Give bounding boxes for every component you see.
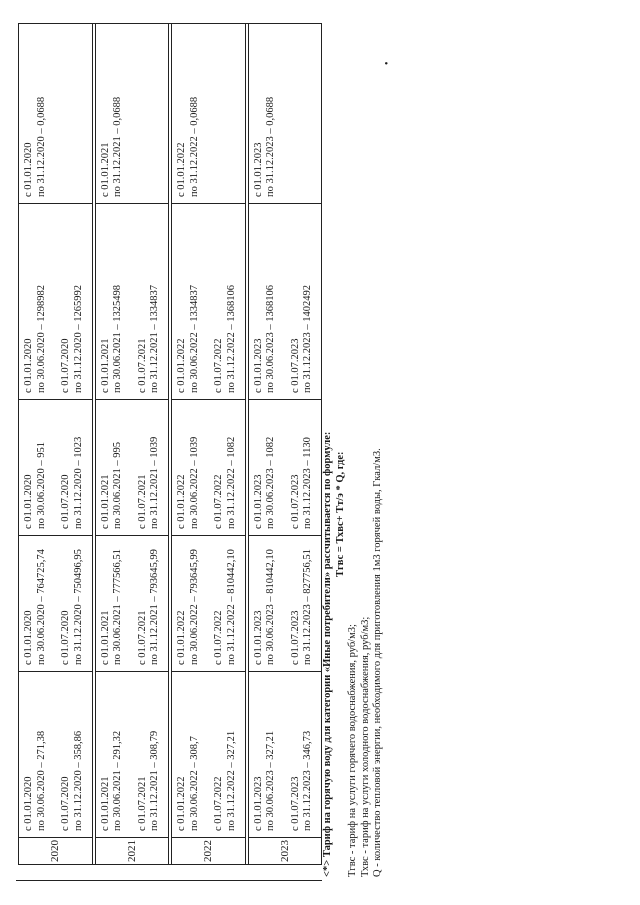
heat-norm-cell — [96, 24, 169, 203]
footnotes — [322, 37, 385, 877]
period-value: с 01.07.2020 по 31.12.2020 – 750496,95 — [60, 549, 84, 665]
period-value: с 01.07.2020 по 31.12.2020 – 1265992 — [60, 285, 84, 393]
year-cell: 2020 — [19, 837, 92, 864]
heat-norm-cell — [249, 24, 322, 203]
hot-water-tariff-cell — [19, 671, 92, 837]
value-cell — [19, 203, 92, 399]
period-value: с 01.01.2021 по 30.06.2021 – 995 — [99, 442, 123, 529]
period-value: с 01.07.2020 по 31.12.2020 – 1023 — [60, 436, 84, 529]
hot-water-tariff-cell — [172, 671, 245, 837]
table-row — [249, 24, 323, 864]
table-row — [19, 24, 93, 864]
definition-line: Q - количество тепловой энергии, необходимого для приготовления 1м3 горячей воды, Гкал/м3. — [372, 448, 383, 877]
table-row — [96, 24, 170, 864]
value-cell — [249, 535, 322, 671]
value-cell — [96, 203, 169, 399]
year-cell: 2023 — [249, 837, 322, 864]
period-value: с 01.07.2020 по 31.12.2020 – 358,86 — [60, 730, 84, 831]
period-value: с 01.07.2022 по 31.12.2022 – 1368106 — [213, 285, 237, 393]
value-cell — [19, 399, 92, 535]
value-cell — [172, 203, 245, 399]
definition-line: Тгвс - тариф на услуги горячего водоснабжения, руб/м3; — [347, 624, 358, 877]
period-value: с 01.07.2023 по 31.12.2023 – 1402492 — [289, 285, 313, 393]
period-value: с 01.07.2022 по 31.12.2022 – 810442,10 — [213, 549, 237, 665]
hot-water-tariff-cell — [96, 671, 169, 837]
period-value: с 01.01.2020 по 30.06.2020 – 764725,74 — [23, 549, 47, 665]
value-cell — [249, 203, 322, 399]
period-value: с 01.07.2021 по 31.12.2021 – 1334837 — [136, 285, 160, 393]
period-value: с 01.01.2023 по 31.12.2023 – 0,0688 — [252, 96, 276, 197]
period-value: с 01.01.2021 по 30.06.2021 – 1325498 — [99, 285, 123, 393]
period-value: с 01.01.2021 по 30.06.2021 – 777566,51 — [99, 549, 123, 665]
period-value: с 01.01.2021 по 31.12.2021 – 0,0688 — [99, 96, 123, 197]
footnote-text: <*> Тариф на горячую воду для категории «Иные потребители» рассчитывается по формуле: — [322, 431, 333, 877]
period-value: с 01.07.2021 по 31.12.2021 – 793645,99 — [136, 549, 160, 665]
period-value: с 01.01.2023 по 30.06.2023 – 1082 — [252, 436, 276, 529]
period-value: с 01.07.2023 по 31.12.2023 – 346,73 — [289, 730, 313, 831]
period-value: с 01.01.2022 по 30.06.2022 – 1039 — [176, 436, 200, 529]
year-cell: 2021 — [96, 837, 169, 864]
hot-water-tariff-cell — [249, 671, 322, 837]
heat-norm-cell — [19, 24, 92, 203]
page-margin-line — [16, 880, 322, 881]
period-value: с 01.01.2020 по 31.12.2020 – 0,0688 — [23, 96, 47, 197]
value-cell — [96, 399, 169, 535]
table-row — [172, 24, 246, 864]
period-value: с 01.01.2020 по 30.06.2020 – 951 — [23, 442, 47, 529]
scan-mark: • — [382, 61, 393, 65]
value-cell — [249, 399, 322, 535]
period-value: с 01.07.2022 по 31.12.2022 – 1082 — [213, 436, 237, 529]
period-value: с 01.01.2023 по 30.06.2023 – 810442,10 — [252, 549, 276, 665]
period-value: с 01.01.2022 по 31.12.2022 – 0,0688 — [176, 96, 200, 197]
period-value: с 01.07.2022 по 31.12.2022 – 327,21 — [213, 730, 237, 831]
period-value: с 01.01.2023 по 30.06.2023 – 327,21 — [252, 730, 276, 831]
formula-text: Тгвс = Тхвс+ Тт/э * Q, где: — [334, 451, 346, 577]
period-value: с 01.01.2023 по 30.06.2023 – 1368106 — [252, 285, 276, 393]
value-cell — [172, 535, 245, 671]
tariff-table — [18, 23, 322, 865]
period-value: с 01.01.2021 по 30.06.2021 – 291,32 — [99, 730, 123, 831]
period-value: с 01.01.2020 по 30.06.2020 – 271,38 — [23, 730, 47, 831]
period-value: с 01.01.2020 по 30.06.2020 – 1298982 — [23, 285, 47, 393]
value-cell — [96, 535, 169, 671]
definition-line: Тхвс - тариф на услуги холодного водоснабжения, руб/м3; — [359, 616, 371, 877]
year-cell: 2022 — [172, 837, 245, 864]
value-cell — [172, 399, 245, 535]
period-value: с 01.07.2023 по 31.12.2023 – 827756,51 — [289, 549, 313, 665]
period-value: с 01.01.2022 по 30.06.2022 – 793645,99 — [176, 549, 200, 665]
heat-norm-cell — [172, 24, 245, 203]
value-cell — [19, 535, 92, 671]
period-value: с 01.07.2021 по 31.12.2021 – 1039 — [136, 436, 160, 529]
period-value: с 01.01.2022 по 30.06.2022 – 308,7 — [176, 736, 200, 831]
period-value: с 01.07.2023 по 31.12.2023 – 1130 — [289, 437, 313, 529]
period-value: с 01.01.2022 по 30.06.2022 – 1334837 — [176, 285, 200, 393]
period-value: с 01.07.2021 по 31.12.2021 – 308,79 — [136, 730, 160, 831]
